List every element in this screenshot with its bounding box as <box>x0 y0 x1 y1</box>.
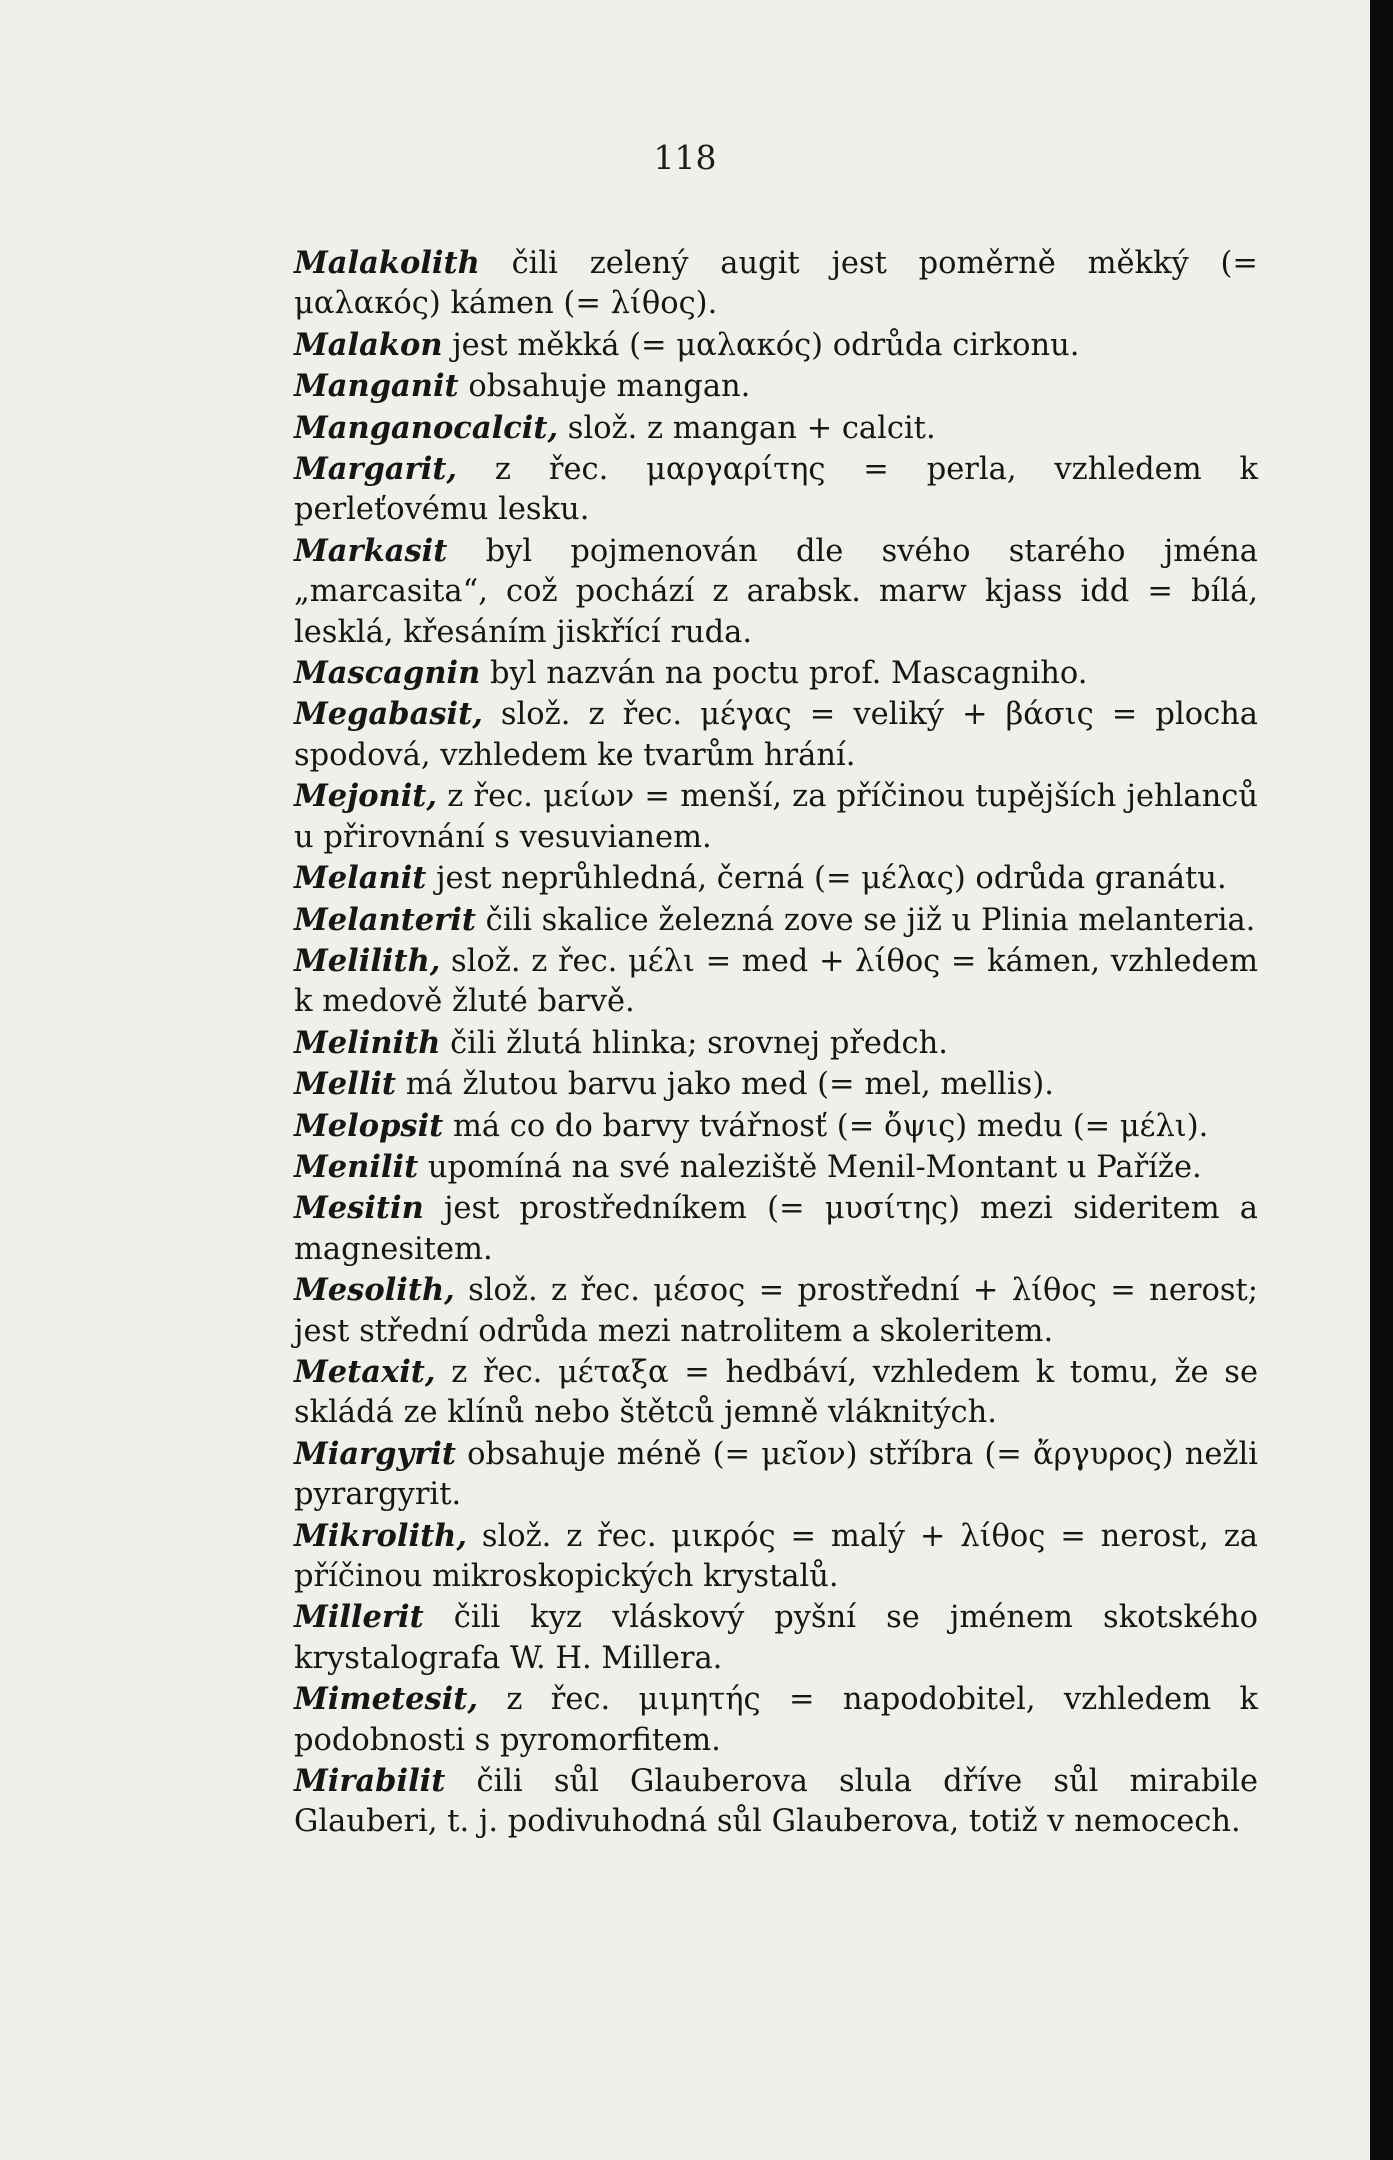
entry-text: má žlutou barvu jako med (= mel, mellis). <box>396 1067 1054 1103</box>
entry-term: Mikrolith, <box>294 1517 467 1554</box>
entry-term: Manganocalcit, <box>294 409 559 446</box>
entry-term: Megabasit, <box>294 696 483 733</box>
glossary-entry <box>294 858 1258 899</box>
entry-term: Mejonit, <box>294 778 438 815</box>
glossary-entry <box>294 941 1258 1023</box>
glossary-entry <box>294 1064 1258 1105</box>
glossary-entry <box>294 408 1258 449</box>
glossary-entry <box>294 1761 1258 1843</box>
entry-term: Melanit <box>294 860 427 897</box>
glossary-entry <box>294 1147 1258 1188</box>
entry-text: čili zelený augit jest poměrně měkký (= μαλακός) kámen (= λίθος). <box>294 246 1258 322</box>
entry-term: Manganit <box>294 368 459 405</box>
entry-text: slož. z řec. μέσος = prostřední + λίθος = nerost; jest střední odrůda mezi natrolitem a skoleritem. <box>294 1273 1258 1349</box>
entry-term: Menilit <box>294 1148 419 1185</box>
entry-text: obsahuje mangan. <box>458 369 751 405</box>
entry-text: čili sůl Glauberova slula dříve sůl mirabile Glauberi, t. j. podivuhodná sůl Glauberova, totiž v nemocech. <box>294 1764 1258 1840</box>
entry-term: Mellit <box>294 1066 397 1103</box>
entry-term: Miargyrit <box>294 1435 456 1472</box>
entry-text: slož. z řec. μικρός = malý + λίθος = nerost, za příčinou mikroskopických krystalů. <box>294 1518 1258 1594</box>
glossary-entry <box>294 366 1258 407</box>
entry-text: obsahuje méně (= μεῖον) stříbra (= ἄργυρος) nežli pyrargyrit. <box>294 1436 1258 1513</box>
entry-text: slož. z mangan + calcit. <box>558 410 936 446</box>
entry-term: Melinith <box>294 1024 441 1061</box>
scan-edge-border <box>1370 0 1393 2160</box>
glossary-entry <box>294 1106 1258 1147</box>
entry-text: čili skalice železná zove se již u Plinia melanteria. <box>475 902 1256 938</box>
entry-text: byl pojmenován dle svého starého jména „marcasita“, což pochází z arabsk. marw kjass idd = bílá, lesklá, křesáním jiskřící ruda. <box>294 533 1258 650</box>
entry-text: jest neprůhledná, černá (= μέλας) odrůda granátu. <box>426 861 1227 897</box>
glossary-entry <box>294 1352 1258 1434</box>
glossary-entry <box>294 1270 1258 1352</box>
glossary-entry <box>294 1188 1258 1270</box>
entry-term: Mascagnin <box>294 655 481 692</box>
entry-term: Mimetesit, <box>294 1681 478 1718</box>
entry-term: Malakon <box>294 326 443 363</box>
glossary-entry <box>294 1679 1258 1761</box>
entry-term: Metaxit, <box>294 1353 436 1390</box>
glossary-entry <box>294 1023 1258 1064</box>
glossary-entry <box>294 776 1258 858</box>
glossary-entry <box>294 1434 1258 1516</box>
glossary-entry <box>294 694 1258 776</box>
glossary-entry <box>294 243 1258 325</box>
entry-text: byl nazván na poctu prof. Mascagniho. <box>480 656 1088 692</box>
entry-text: z řec. μαργαρίτης = perla, vzhledem k perleťovému lesku. <box>294 452 1258 528</box>
glossary-entry <box>294 1516 1258 1598</box>
entry-text: z řec. μέταξα = hedbáví, vzhledem k tomu, že se skládá ze klínů nebo štětců jemně vláknitých. <box>294 1354 1258 1431</box>
entry-term: Melilith, <box>294 942 441 979</box>
glossary-entry <box>294 1597 1258 1679</box>
entry-text: z řec. μιμητής = napodobitel, vzhledem k podobnosti s pyromorfitem. <box>294 1682 1258 1758</box>
entry-text: upomíná na své naleziště Menil-Montant u Paříže. <box>418 1149 1202 1185</box>
glossary-entries <box>294 243 1258 1843</box>
entry-term: Melopsit <box>294 1107 444 1144</box>
entry-text: jest měkká (= μαλακός) odrůda cirkonu. <box>442 327 1080 363</box>
entry-term: Melanterit <box>294 901 476 938</box>
entry-text: čili žlutá hlinka; srovnej předch. <box>440 1025 948 1061</box>
entry-term: Millerit <box>294 1599 424 1636</box>
entry-text: slož. z řec. μέλι = med + λίθος = kámen, vzhledem k medově žluté barvě. <box>294 943 1258 1020</box>
entry-term: Mirabilit <box>294 1763 446 1800</box>
entry-term: Malakolith <box>294 245 480 281</box>
entry-text: z řec. μείων = menší, za příčinou tupějších jehlanců u přirovnání s vesuvianem. <box>294 779 1258 855</box>
glossary-entry <box>294 531 1258 653</box>
glossary-entry <box>294 449 1258 531</box>
entry-text: slož. z řec. μέγας = veliký + βάσις = plocha spodová, vzhledem ke tvarům hrání. <box>294 697 1258 773</box>
entry-text: jest prostředníkem (= μυσίτης) mezi sideritem a magnesitem. <box>294 1191 1258 1267</box>
page-number: 118 <box>653 138 717 177</box>
entry-text: má co do barvy tvářnosť (= ὄψις) medu (= μέλι). <box>443 1108 1209 1144</box>
glossary-entry <box>294 325 1258 366</box>
entry-text: čili kyz vláskový pyšní se jménem skotského krystalografa W. H. Millera. <box>294 1600 1258 1676</box>
glossary-entry <box>294 653 1258 694</box>
entry-term: Mesitin <box>294 1190 424 1227</box>
glossary-entry <box>294 900 1258 941</box>
entry-term: Markasit <box>294 532 448 569</box>
entry-term: Margarit, <box>294 451 458 488</box>
entry-term: Mesolith, <box>294 1272 455 1309</box>
